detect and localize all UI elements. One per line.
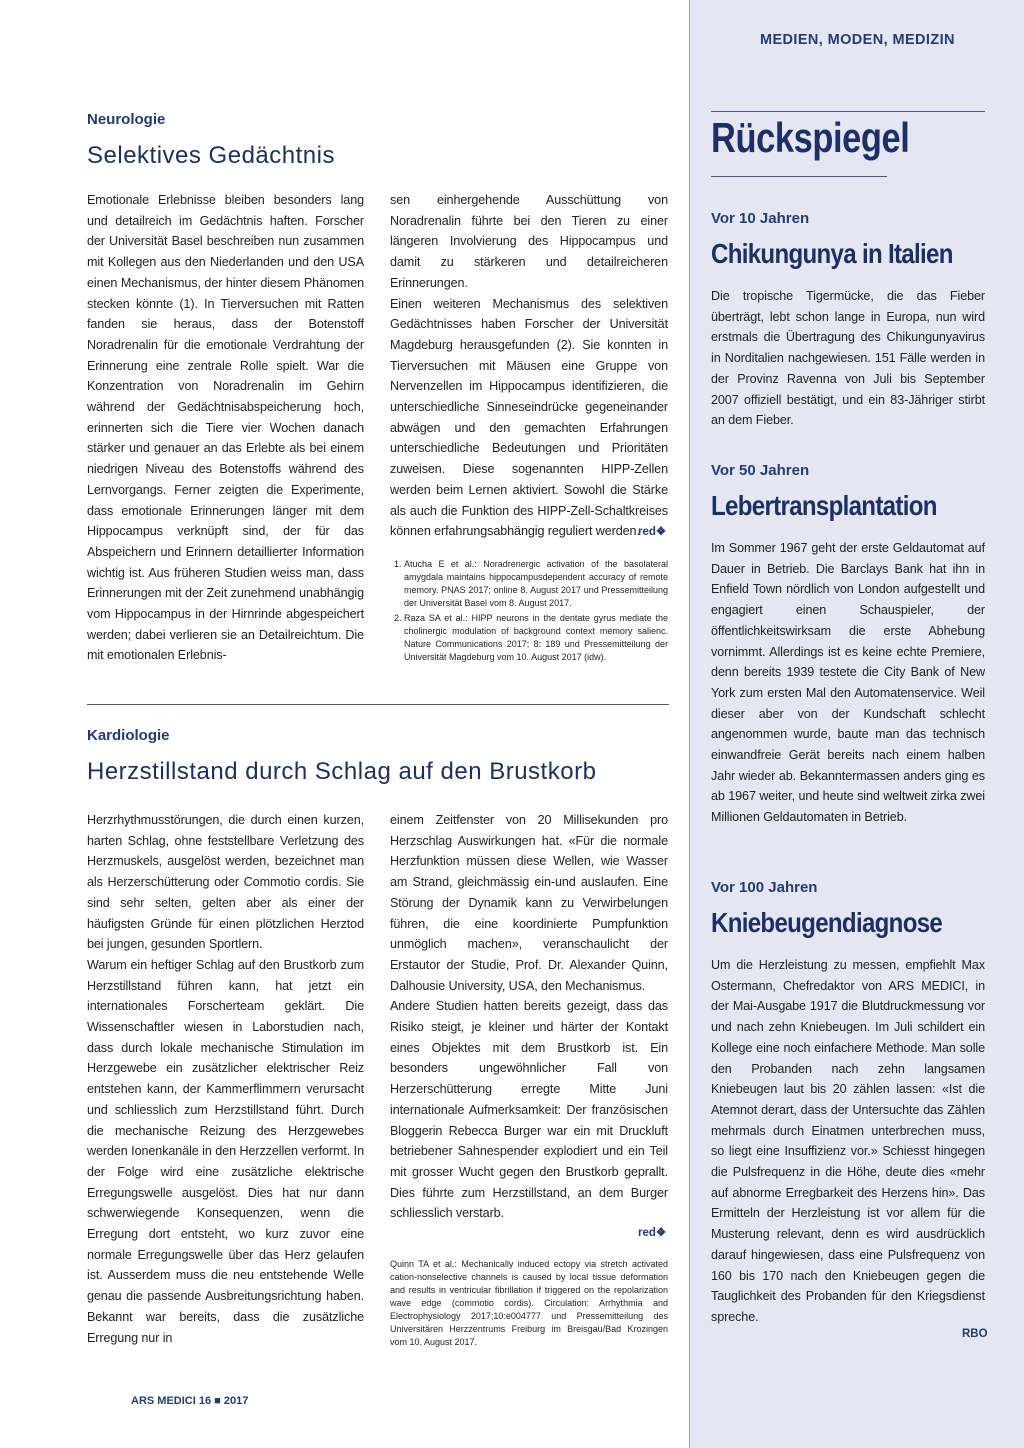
article1-column2 <box>390 190 668 542</box>
footer-separator: ■ <box>214 1395 221 1407</box>
article2-col2-paragraph1: einem Zeitfenster von 20 Millisekunden pro Herzschlag Auswirkungen hat. «Für die normale Herzfunktion müssen diese Wellen, wie Wasser am Strand, gleichmässig ein-und auslaufen. Eine Störung der Dynamik kann zu Verwirbelungen führen, die eine koordinierte Pumpfunktion unmöglich machen», veranschaulicht der Erstautor der Studie, Prof. Dr. Alexander Quinn, Dalhousie University, USA, den Mechanismus. <box>390 813 668 993</box>
article-divider <box>87 704 669 705</box>
sidebar-item-text <box>711 538 985 828</box>
article2-reference <box>390 1258 668 1349</box>
article1-title: Selektives Gedächtnis <box>87 142 335 169</box>
sidebar-item-text <box>711 955 985 1328</box>
sidebar-title-rule <box>711 176 887 177</box>
footer-year: 2017 <box>223 1395 249 1407</box>
article2-column1 <box>87 810 364 1348</box>
sidebar-item-text <box>711 286 985 431</box>
footer-journal: ARS MEDICI 16 <box>131 1395 212 1407</box>
sidebar-signature: RBO <box>962 1328 988 1340</box>
sidebar-item-kicker: Vor 100 Jahren <box>711 879 818 896</box>
article2-kicker: Kardiologie <box>87 727 170 744</box>
sidebar-item-title: Kniebeugendiagnose <box>711 907 943 938</box>
reference-item: 2. Raza SA et al.: HIPP neurons in the dentate gyrus mediate the cholinergic modulation of background context memory salienc. Nature Communications 2017; 8: 189 und Pressemitteilung der Universität Magdeburg vom 10. August 2017 (idw). <box>404 612 668 664</box>
sidebar-title: Rückspiegel <box>711 114 910 161</box>
article1-kicker: Neurologie <box>87 111 166 128</box>
article1-col2-paragraph1: sen einhergehende Ausschüttung von Noradrenalin führte bei den Tieren zu einer längeren Involvierung des Hippocampus und damit zu stärkeren und detailreicheren Erinnerungen. <box>390 193 668 290</box>
article1-col1-paragraph: Emotionale Erlebnisse bleiben besonders lang und detailreich im Gedächtnis haften. Forscher der Universität Basel beschreiben nun zusammen mit Kollegen aus den Niederlanden und den USA einen Mechanismus, der hinter diesem Phänomen stecken könnte (1). In Tierversuchen mit Ratten fanden sie heraus, dass der Botenstoff Noradrenalin für die emotionale Verdrahtung der Erinnerung eine zentrale Rolle spielt. War die Konzentration von Noradrenalin im Gehirn während der Gedächtnisabspeicherung hoch, erinnerten sich die Tiere vier Wochen danach stärker und genauer an das Erlebte als bei einem niedrigen Niveau des Botenstoffs während des Lernvorgangs. Ferner zeigten die Experimente, dass emotionale Erinnerungen länger mit dem Hippocampus verknüpft sind, der für das Abspeichern und Erinnern detaillierter Information wichtig ist. Aus früheren Studien weiss man, dass Erinnerungen mit der Zeit zunehmend unabhängig vom Hippocampus in der Hirnrinde abgespeichert werden; dabei verlieren sie an Detailreichtum. Die mit emotionalen Erlebnis- <box>87 193 364 663</box>
sidebar-item-kicker: Vor 10 Jahren <box>711 210 810 227</box>
article2-title: Herzstillstand durch Schlag auf den Brustkorb <box>87 758 597 785</box>
sidebar-item-paragraph: Die tropische Tigermücke, die das Fieber überträgt, lebt schon lange in Europa, nun wird erstmals die Übertragung des Chikungunyavirus in Norditalien nachgewiesen. 151 Fälle werden in der Provinz Ravenna von Juli bis September 2007 offiziell bestätigt, und ein 83-Jähriger stirbt an dem Fieber. <box>711 289 985 428</box>
sidebar-item-paragraph: Um die Herzleistung zu messen, empfiehlt Max Ostermann, Chefredaktor von ARS MEDICI, in der Mai-Ausgabe 1917 die Blutdruckmessung vor und nach zehn Kniebeugen. Im Juli schildert ein Kollege eine noch einfachere Methode. Man solle den Probanden nach zehn langsamen Kniebeugen laut bis 20 zählen lassen: «Ist die Atemnot derart, dass der Untersuchte das Zählen mehrmals durch Einatmen unterbrechen muss, so liegt eine Insuffizienz vor.» Schiesst hingegen die Pulsfrequenz in die Höhe, deute dies «mehr auf abnorme Erregbarkeit des Herzens hin». Das Ermitteln der Herzleistung ist vor allem für die Musterung relevant, denn es wird ausdrücklich darauf hingewiesen, dass eine Pulsfrequenz von 160 bis 170 nach den Kniebeugen gegen die Tauglichkeit des Probanden für den Kriegsdienst spreche. <box>711 958 985 1324</box>
sidebar-item-title: Lebertransplantation <box>711 490 937 521</box>
page-footer <box>131 1395 248 1407</box>
article1-signature: red❖ <box>638 526 667 538</box>
article2-col2-paragraph2: Andere Studien hatten bereits gezeigt, dass das Risiko steigt, je kleiner und härter der Kontakt eines Objektes mit dem Brustkorb ist. Ein besonders ungewöhnlicher Fall von Herzerschütterung erregte Mitte Juni internationale Aufmerksamkeit: Der französischen Bloggerin Rebecca Burger war ein mit Druckluft betriebener Sahnespender explodiert und ein Teil mit grosser Wucht gegen den Brustkorb geprallt. Dies führte zum Herzstillstand, an dem Burger schliesslich verstarb. <box>390 999 668 1221</box>
article2-signature: red❖ <box>638 1227 667 1239</box>
sidebar-item-title: Chikungunya in Italien <box>711 238 953 269</box>
article2-col1-paragraph2: Warum ein heftiger Schlag auf den Brustkorb zum Herzstillstand führen kann, hat jetzt ein internationales Forscherteam geklärt. Die Wissenschaftler wiesen in Laborstudien nach, dass durch lokale mechanische Stimulation im Herzgewebe ein zusätzlicher elektrischer Reiz entstehen kann, der Kammerflimmern verursacht und schliesslich zum Herzstillstand führt. Durch die mechanische Reizung des Herzgewebes werden Ionenkanäle in den Herzzellen verformt. In der Folge wird eine zusätzliche elektrische Erregungswelle ausgelöst. Dies hat nur dann schwerwiegende Konsequenzen, wenn die Erregung dort entsteht, wo kurz zuvor eine normale Erregungswelle über das Herz gelaufen ist. Ausserdem muss die neu entstehende Welle genau die passende Ausbreitungsrichtung haben. Bekannt war bereits, dass die zusätzliche Erregung nur in <box>87 957 364 1345</box>
article1-column1 <box>87 190 364 666</box>
section-header: MEDIEN, MODEN, MEDIZIN <box>760 32 955 48</box>
article1-col2-paragraph2: Einen weiteren Mechanismus des selektiven Gedächtnisses haben Forscher der Universität Magdeburg herausgefunden (2). Sie konnten in Tierversuchen mit Mäusen eine Gruppe von Nervenzellen im Hippocampus identifizieren, die unterschiedliche Sinneseindrücke gegeneinander abwägen und den gemachten Erfahrungen unterschiedliche Bedeutungen und Prioritäten zuweisen. Diese sogenannten HIPP-Zellen werden beim Lernen aktiviert. Sowohl die Stärke als auch die Funktion des HIPP-Zell-Schaltkreises können erfahrungsabhängig reguliert werden. <box>390 296 668 539</box>
sidebar-item-kicker: Vor 50 Jahren <box>711 462 810 479</box>
sidebar-top-rule <box>711 111 985 112</box>
article2-col1-paragraph1: Herzrhythmusstörungen, die durch einen kurzen, harten Schlag, ohne feststellbare Verletzung des Herzmuskels, ausgelöst werden, bezeichnet man als Herzerschütterung oder Commotio cordis. Sie sind sehr selten, gelten aber als einer der häufigsten Gründe für einen plötzlichen Herztod bei jungen, gesunden Sportlern. <box>87 813 364 952</box>
article1-references <box>390 558 668 666</box>
sidebar-item-paragraph: Im Sommer 1967 geht der erste Geldautomat auf Dauer in Betrieb. Die Barclays Bank hat ihn in Enfield Town nördlich von London aufgestellt und engagiert einen Schauspieler, der öffentlichkeitswirksam die erste Abhebung vornimmt. Allerdings ist es keine echte Premiere, denn bereits 1939 testete die City Bank of New York zum ersten Mal den Automatenservice. Weil dieser aber von der Kundschaft schlecht angenommen wurde, baute man das technisch einwandfreie Gerät bereits nach einem halben Jahr wieder ab. Bekanntermassen anders ging es ab 1967 weiter, und heute sind weltweit zirka zwei Millionen Geldautomaten in Betrieb. <box>711 541 985 825</box>
reference-item: Quinn TA et al.: Mechanically induced ectopy via stretch activated cation-nonselective channels is caused by local tissue deformation and results in ventricular fibrillation if triggered on the repolarization wave edge (commotio cordis). Circulation: Arrhythmia and Electrophysiology 2017;10:e004777 und Pressemitteilung des Universitären Herzzentrums Freiburg im Breisgau/Bad Krozingen vom 10. August 2017. <box>390 1259 668 1347</box>
article2-column2 <box>390 810 668 1224</box>
reference-item: 1. Atucha E et al.: Noradrenergic activation of the basolateral amygdala maintains hippocampusdependent accuracy of remote memory. PNAS 2017; online 8. August 2017 und Pressemitteilung der Universität Basel vom 8. August 2017. <box>404 558 668 610</box>
